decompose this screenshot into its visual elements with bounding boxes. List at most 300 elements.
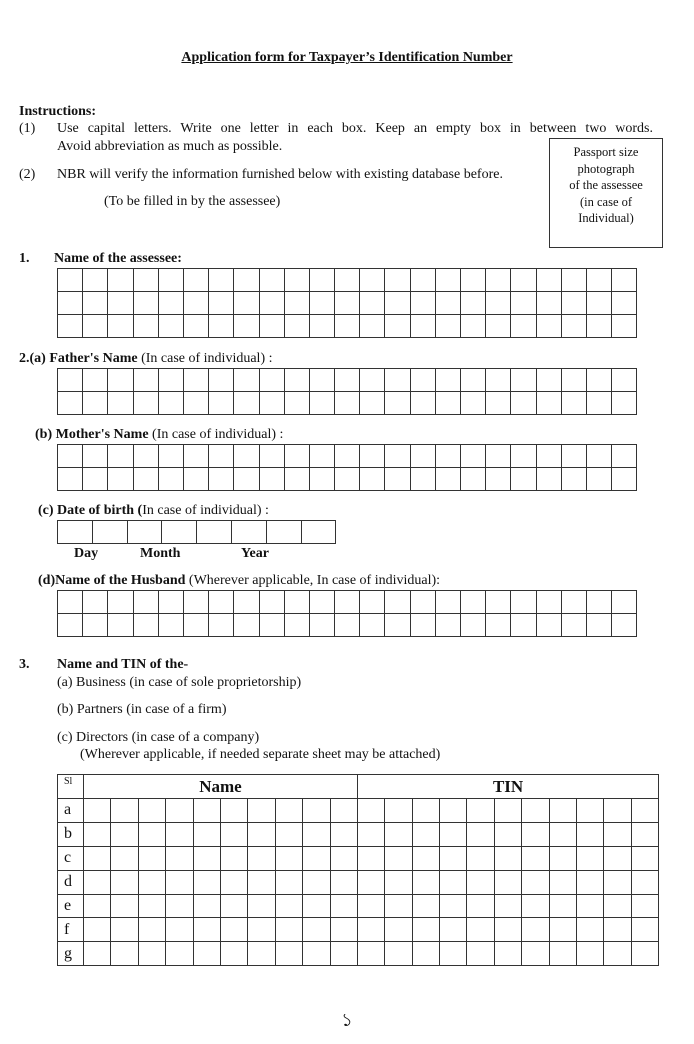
- char-box[interactable]: [612, 369, 637, 392]
- name-char-box[interactable]: [138, 942, 165, 966]
- char-box[interactable]: [183, 292, 208, 315]
- tin-char-box[interactable]: [604, 894, 631, 918]
- char-box[interactable]: [385, 269, 410, 292]
- char-box[interactable]: [360, 445, 385, 468]
- name-char-box[interactable]: [275, 822, 302, 846]
- char-box[interactable]: [586, 445, 611, 468]
- tin-char-box[interactable]: [467, 799, 494, 823]
- tin-char-box[interactable]: [522, 894, 549, 918]
- char-box[interactable]: [309, 591, 334, 614]
- char-box[interactable]: [158, 269, 183, 292]
- char-box[interactable]: [435, 269, 460, 292]
- char-box[interactable]: [309, 445, 334, 468]
- name-char-box[interactable]: [220, 870, 247, 894]
- name-char-box[interactable]: [248, 870, 275, 894]
- tin-char-box[interactable]: [604, 799, 631, 823]
- char-box[interactable]: [385, 445, 410, 468]
- char-box[interactable]: [561, 392, 586, 415]
- char-box[interactable]: [183, 614, 208, 637]
- tin-char-box[interactable]: [385, 822, 412, 846]
- tin-char-box[interactable]: [577, 799, 604, 823]
- char-box[interactable]: [234, 614, 259, 637]
- name-char-box[interactable]: [193, 870, 220, 894]
- char-box[interactable]: [162, 521, 197, 544]
- name-char-box[interactable]: [193, 799, 220, 823]
- char-box[interactable]: [309, 269, 334, 292]
- char-box[interactable]: [511, 445, 536, 468]
- char-box[interactable]: [486, 614, 511, 637]
- tin-char-box[interactable]: [577, 846, 604, 870]
- char-box[interactable]: [612, 591, 637, 614]
- char-box[interactable]: [83, 269, 108, 292]
- tin-char-box[interactable]: [631, 799, 658, 823]
- tin-char-box[interactable]: [412, 870, 439, 894]
- tin-char-box[interactable]: [577, 870, 604, 894]
- tin-char-box[interactable]: [357, 799, 384, 823]
- name-char-box[interactable]: [275, 918, 302, 942]
- tin-char-box[interactable]: [412, 894, 439, 918]
- char-box[interactable]: [486, 369, 511, 392]
- char-box[interactable]: [612, 445, 637, 468]
- tin-char-box[interactable]: [357, 870, 384, 894]
- tin-char-box[interactable]: [467, 822, 494, 846]
- tin-char-box[interactable]: [467, 870, 494, 894]
- tin-char-box[interactable]: [577, 918, 604, 942]
- name-char-box[interactable]: [193, 822, 220, 846]
- char-box[interactable]: [435, 614, 460, 637]
- name-char-box[interactable]: [275, 846, 302, 870]
- char-box[interactable]: [234, 369, 259, 392]
- char-box[interactable]: [335, 468, 360, 491]
- char-box[interactable]: [435, 315, 460, 338]
- char-box[interactable]: [511, 369, 536, 392]
- char-box[interactable]: [612, 315, 637, 338]
- char-box[interactable]: [385, 292, 410, 315]
- tin-char-box[interactable]: [385, 942, 412, 966]
- name-char-box[interactable]: [248, 846, 275, 870]
- char-box[interactable]: [486, 269, 511, 292]
- char-box[interactable]: [158, 315, 183, 338]
- tin-char-box[interactable]: [357, 894, 384, 918]
- char-box[interactable]: [133, 315, 158, 338]
- name-char-box[interactable]: [248, 799, 275, 823]
- tin-char-box[interactable]: [549, 942, 576, 966]
- char-box[interactable]: [461, 369, 486, 392]
- tin-char-box[interactable]: [494, 799, 521, 823]
- name-char-box[interactable]: [248, 942, 275, 966]
- name-char-box[interactable]: [303, 918, 330, 942]
- char-box[interactable]: [410, 392, 435, 415]
- name-char-box[interactable]: [330, 799, 357, 823]
- char-box[interactable]: [536, 468, 561, 491]
- char-box[interactable]: [309, 315, 334, 338]
- char-box[interactable]: [266, 521, 301, 544]
- tin-char-box[interactable]: [577, 822, 604, 846]
- name-char-box[interactable]: [166, 799, 193, 823]
- char-box[interactable]: [83, 292, 108, 315]
- char-box[interactable]: [309, 614, 334, 637]
- char-box[interactable]: [435, 591, 460, 614]
- char-box[interactable]: [385, 591, 410, 614]
- char-box[interactable]: [435, 292, 460, 315]
- char-box[interactable]: [561, 269, 586, 292]
- name-char-box[interactable]: [330, 822, 357, 846]
- char-box[interactable]: [335, 445, 360, 468]
- name-char-box[interactable]: [111, 799, 138, 823]
- name-char-box[interactable]: [111, 942, 138, 966]
- char-box[interactable]: [133, 292, 158, 315]
- name-char-box[interactable]: [111, 918, 138, 942]
- tin-char-box[interactable]: [604, 918, 631, 942]
- char-box[interactable]: [183, 468, 208, 491]
- tin-char-box[interactable]: [357, 846, 384, 870]
- char-box[interactable]: [309, 392, 334, 415]
- husband-name-grid[interactable]: [57, 590, 637, 637]
- char-box[interactable]: [309, 292, 334, 315]
- char-box[interactable]: [360, 591, 385, 614]
- tin-char-box[interactable]: [522, 918, 549, 942]
- name-char-box[interactable]: [275, 894, 302, 918]
- char-box[interactable]: [586, 369, 611, 392]
- name-char-box[interactable]: [84, 894, 111, 918]
- char-box[interactable]: [183, 445, 208, 468]
- tin-char-box[interactable]: [440, 918, 467, 942]
- char-box[interactable]: [309, 468, 334, 491]
- char-box[interactable]: [284, 392, 309, 415]
- char-box[interactable]: [158, 445, 183, 468]
- char-box[interactable]: [259, 315, 284, 338]
- char-box[interactable]: [486, 445, 511, 468]
- char-box[interactable]: [209, 591, 234, 614]
- char-box[interactable]: [586, 269, 611, 292]
- tin-char-box[interactable]: [412, 822, 439, 846]
- char-box[interactable]: [435, 445, 460, 468]
- char-box[interactable]: [183, 315, 208, 338]
- char-box[interactable]: [259, 392, 284, 415]
- name-char-box[interactable]: [220, 942, 247, 966]
- tin-char-box[interactable]: [440, 846, 467, 870]
- tin-char-box[interactable]: [385, 918, 412, 942]
- char-box[interactable]: [158, 369, 183, 392]
- char-box[interactable]: [410, 292, 435, 315]
- char-box[interactable]: [385, 315, 410, 338]
- tin-char-box[interactable]: [467, 846, 494, 870]
- tin-char-box[interactable]: [412, 942, 439, 966]
- char-box[interactable]: [461, 269, 486, 292]
- tin-char-box[interactable]: [440, 942, 467, 966]
- char-box[interactable]: [385, 369, 410, 392]
- char-box[interactable]: [461, 315, 486, 338]
- char-box[interactable]: [108, 369, 133, 392]
- tin-char-box[interactable]: [494, 942, 521, 966]
- char-box[interactable]: [197, 521, 232, 544]
- char-box[interactable]: [58, 521, 93, 544]
- name-char-box[interactable]: [275, 942, 302, 966]
- name-char-box[interactable]: [166, 918, 193, 942]
- name-char-box[interactable]: [138, 870, 165, 894]
- char-box[interactable]: [486, 392, 511, 415]
- name-char-box[interactable]: [220, 846, 247, 870]
- tin-char-box[interactable]: [440, 799, 467, 823]
- tin-char-box[interactable]: [440, 870, 467, 894]
- char-box[interactable]: [133, 614, 158, 637]
- char-box[interactable]: [511, 591, 536, 614]
- char-box[interactable]: [360, 315, 385, 338]
- char-box[interactable]: [259, 468, 284, 491]
- tin-char-box[interactable]: [577, 894, 604, 918]
- char-box[interactable]: [108, 292, 133, 315]
- char-box[interactable]: [58, 392, 83, 415]
- char-box[interactable]: [183, 269, 208, 292]
- char-box[interactable]: [335, 269, 360, 292]
- char-box[interactable]: [158, 468, 183, 491]
- char-box[interactable]: [511, 392, 536, 415]
- char-box[interactable]: [586, 468, 611, 491]
- char-box[interactable]: [410, 468, 435, 491]
- tin-char-box[interactable]: [631, 942, 658, 966]
- tin-char-box[interactable]: [631, 918, 658, 942]
- char-box[interactable]: [209, 269, 234, 292]
- char-box[interactable]: [486, 468, 511, 491]
- name-char-box[interactable]: [193, 846, 220, 870]
- char-box[interactable]: [586, 315, 611, 338]
- char-box[interactable]: [612, 468, 637, 491]
- tin-char-box[interactable]: [385, 799, 412, 823]
- name-char-box[interactable]: [138, 894, 165, 918]
- char-box[interactable]: [209, 369, 234, 392]
- char-box[interactable]: [133, 392, 158, 415]
- char-box[interactable]: [133, 269, 158, 292]
- name-char-box[interactable]: [138, 846, 165, 870]
- char-box[interactable]: [561, 591, 586, 614]
- char-box[interactable]: [511, 315, 536, 338]
- char-box[interactable]: [309, 369, 334, 392]
- char-box[interactable]: [301, 521, 336, 544]
- name-char-box[interactable]: [193, 918, 220, 942]
- name-char-box[interactable]: [84, 870, 111, 894]
- char-box[interactable]: [259, 445, 284, 468]
- char-box[interactable]: [234, 392, 259, 415]
- char-box[interactable]: [511, 292, 536, 315]
- tin-char-box[interactable]: [549, 822, 576, 846]
- tin-char-box[interactable]: [604, 942, 631, 966]
- char-box[interactable]: [83, 614, 108, 637]
- char-box[interactable]: [335, 591, 360, 614]
- name-char-box[interactable]: [138, 918, 165, 942]
- name-char-box[interactable]: [166, 822, 193, 846]
- name-char-box[interactable]: [193, 894, 220, 918]
- tin-char-box[interactable]: [604, 846, 631, 870]
- name-char-box[interactable]: [220, 799, 247, 823]
- char-box[interactable]: [335, 315, 360, 338]
- char-box[interactable]: [108, 614, 133, 637]
- char-box[interactable]: [83, 468, 108, 491]
- name-char-box[interactable]: [138, 799, 165, 823]
- char-box[interactable]: [234, 591, 259, 614]
- tin-char-box[interactable]: [522, 846, 549, 870]
- char-box[interactable]: [461, 591, 486, 614]
- char-box[interactable]: [385, 468, 410, 491]
- tin-char-box[interactable]: [631, 894, 658, 918]
- char-box[interactable]: [183, 591, 208, 614]
- char-box[interactable]: [108, 392, 133, 415]
- date-of-birth-grid[interactable]: [57, 520, 336, 544]
- char-box[interactable]: [435, 468, 460, 491]
- char-box[interactable]: [158, 591, 183, 614]
- char-box[interactable]: [561, 614, 586, 637]
- tin-char-box[interactable]: [385, 846, 412, 870]
- name-char-box[interactable]: [303, 846, 330, 870]
- char-box[interactable]: [83, 392, 108, 415]
- char-box[interactable]: [360, 614, 385, 637]
- name-char-box[interactable]: [111, 870, 138, 894]
- tin-char-box[interactable]: [549, 918, 576, 942]
- name-char-box[interactable]: [248, 894, 275, 918]
- char-box[interactable]: [536, 369, 561, 392]
- char-box[interactable]: [612, 392, 637, 415]
- name-char-box[interactable]: [303, 942, 330, 966]
- assessee-name-grid[interactable]: [57, 268, 637, 338]
- char-box[interactable]: [127, 521, 162, 544]
- tin-char-box[interactable]: [494, 894, 521, 918]
- char-box[interactable]: [410, 315, 435, 338]
- name-char-box[interactable]: [303, 894, 330, 918]
- char-box[interactable]: [83, 315, 108, 338]
- char-box[interactable]: [259, 269, 284, 292]
- tin-char-box[interactable]: [494, 846, 521, 870]
- tin-char-box[interactable]: [549, 870, 576, 894]
- tin-char-box[interactable]: [412, 918, 439, 942]
- name-char-box[interactable]: [84, 799, 111, 823]
- tin-char-box[interactable]: [440, 822, 467, 846]
- char-box[interactable]: [234, 269, 259, 292]
- char-box[interactable]: [612, 292, 637, 315]
- tin-char-box[interactable]: [631, 822, 658, 846]
- char-box[interactable]: [284, 591, 309, 614]
- char-box[interactable]: [183, 392, 208, 415]
- name-char-box[interactable]: [275, 870, 302, 894]
- char-box[interactable]: [108, 269, 133, 292]
- tin-char-box[interactable]: [604, 870, 631, 894]
- char-box[interactable]: [209, 292, 234, 315]
- name-char-box[interactable]: [303, 822, 330, 846]
- char-box[interactable]: [586, 591, 611, 614]
- char-box[interactable]: [335, 292, 360, 315]
- char-box[interactable]: [108, 468, 133, 491]
- char-box[interactable]: [360, 369, 385, 392]
- char-box[interactable]: [536, 269, 561, 292]
- char-box[interactable]: [612, 269, 637, 292]
- name-char-box[interactable]: [84, 918, 111, 942]
- name-char-box[interactable]: [166, 846, 193, 870]
- char-box[interactable]: [133, 468, 158, 491]
- char-box[interactable]: [284, 468, 309, 491]
- char-box[interactable]: [511, 468, 536, 491]
- tin-char-box[interactable]: [494, 822, 521, 846]
- name-char-box[interactable]: [220, 894, 247, 918]
- char-box[interactable]: [385, 392, 410, 415]
- name-char-box[interactable]: [303, 799, 330, 823]
- char-box[interactable]: [58, 369, 83, 392]
- tin-char-box[interactable]: [549, 799, 576, 823]
- char-box[interactable]: [536, 292, 561, 315]
- name-char-box[interactable]: [111, 894, 138, 918]
- char-box[interactable]: [284, 269, 309, 292]
- char-box[interactable]: [284, 292, 309, 315]
- char-box[interactable]: [511, 269, 536, 292]
- char-box[interactable]: [158, 292, 183, 315]
- tin-char-box[interactable]: [604, 822, 631, 846]
- name-char-box[interactable]: [330, 918, 357, 942]
- char-box[interactable]: [58, 591, 83, 614]
- tin-char-box[interactable]: [522, 822, 549, 846]
- name-char-box[interactable]: [166, 894, 193, 918]
- tin-char-box[interactable]: [522, 799, 549, 823]
- char-box[interactable]: [586, 614, 611, 637]
- char-box[interactable]: [360, 468, 385, 491]
- char-box[interactable]: [133, 369, 158, 392]
- char-box[interactable]: [259, 614, 284, 637]
- name-char-box[interactable]: [330, 870, 357, 894]
- tin-char-box[interactable]: [494, 870, 521, 894]
- char-box[interactable]: [158, 392, 183, 415]
- char-box[interactable]: [284, 445, 309, 468]
- tin-char-box[interactable]: [357, 942, 384, 966]
- name-char-box[interactable]: [84, 942, 111, 966]
- char-box[interactable]: [209, 445, 234, 468]
- char-box[interactable]: [133, 591, 158, 614]
- name-char-box[interactable]: [248, 918, 275, 942]
- tin-char-box[interactable]: [385, 894, 412, 918]
- tin-char-box[interactable]: [412, 799, 439, 823]
- char-box[interactable]: [259, 591, 284, 614]
- char-box[interactable]: [58, 468, 83, 491]
- char-box[interactable]: [209, 315, 234, 338]
- char-box[interactable]: [561, 369, 586, 392]
- char-box[interactable]: [234, 315, 259, 338]
- char-box[interactable]: [58, 269, 83, 292]
- char-box[interactable]: [486, 591, 511, 614]
- char-box[interactable]: [360, 292, 385, 315]
- char-box[interactable]: [158, 614, 183, 637]
- char-box[interactable]: [536, 445, 561, 468]
- char-box[interactable]: [612, 614, 637, 637]
- char-box[interactable]: [209, 392, 234, 415]
- char-box[interactable]: [536, 591, 561, 614]
- tin-char-box[interactable]: [467, 918, 494, 942]
- char-box[interactable]: [284, 315, 309, 338]
- char-box[interactable]: [561, 468, 586, 491]
- char-box[interactable]: [410, 445, 435, 468]
- char-box[interactable]: [461, 392, 486, 415]
- char-box[interactable]: [561, 445, 586, 468]
- tin-char-box[interactable]: [522, 942, 549, 966]
- char-box[interactable]: [486, 292, 511, 315]
- char-box[interactable]: [461, 445, 486, 468]
- tin-char-box[interactable]: [467, 942, 494, 966]
- char-box[interactable]: [183, 369, 208, 392]
- char-box[interactable]: [536, 392, 561, 415]
- char-box[interactable]: [234, 445, 259, 468]
- father-name-grid[interactable]: [57, 368, 637, 415]
- char-box[interactable]: [209, 614, 234, 637]
- tin-char-box[interactable]: [549, 846, 576, 870]
- tin-char-box[interactable]: [357, 918, 384, 942]
- char-box[interactable]: [234, 292, 259, 315]
- tin-char-box[interactable]: [631, 846, 658, 870]
- tin-char-box[interactable]: [522, 870, 549, 894]
- char-box[interactable]: [259, 292, 284, 315]
